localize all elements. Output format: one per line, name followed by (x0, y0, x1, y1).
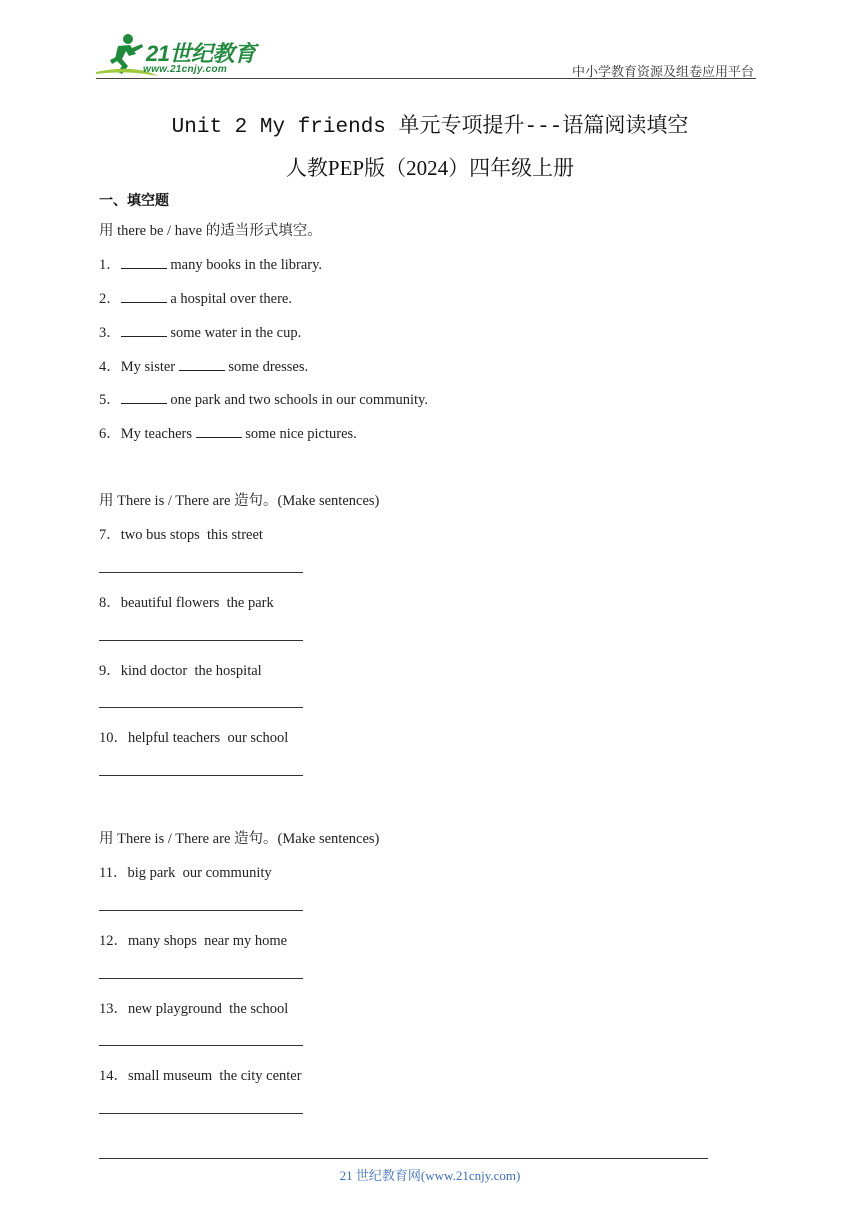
question-10 (99, 726, 288, 747)
question-prompt: big park our community (127, 865, 272, 881)
question-prompt: small museum the city center (128, 1068, 302, 1084)
answer-blank[interactable] (179, 358, 225, 371)
header-platform-text: 中小学教育资源及组卷应用平台 (571, 64, 754, 79)
question-text-before: My teachers (120, 426, 196, 442)
question-text-before: My sister (120, 359, 179, 375)
question-3 (99, 321, 301, 342)
answer-blank[interactable] (121, 391, 167, 404)
part2-instruction: 用 There is / There are 造句。(Make sentences) (99, 493, 380, 509)
question-2 (99, 287, 292, 308)
question-number: 6． (99, 426, 121, 442)
question-7 (99, 523, 263, 544)
question-number: 14． (99, 1068, 128, 1084)
question-text-after: some water in the cup. (166, 325, 302, 341)
question-number: 1． (99, 257, 121, 273)
answer-line[interactable] (99, 978, 303, 979)
answer-blank[interactable] (121, 324, 167, 337)
answer-blank[interactable] (121, 256, 167, 269)
question-prompt: beautiful flowers the park (120, 595, 274, 611)
answer-line[interactable] (99, 910, 303, 911)
question-number: 12． (99, 933, 128, 949)
question-number: 10． (99, 730, 128, 746)
question-text-after: a hospital over there. (166, 291, 292, 307)
question-number: 7． (99, 527, 121, 543)
question-number: 4． (99, 359, 121, 375)
question-prompt: kind doctor the hospital (120, 663, 262, 679)
question-text-after: one park and two schools in our community. (166, 392, 428, 408)
document-title: Unit 2 My friends 单元专项提升---语篇阅读填空 (171, 116, 689, 139)
question-prompt: helpful teachers our school (128, 730, 289, 746)
answer-blank[interactable] (121, 290, 167, 303)
answer-line[interactable] (99, 572, 303, 573)
answer-line[interactable] (99, 775, 303, 776)
answer-blank[interactable] (196, 425, 242, 438)
question-11 (99, 861, 272, 882)
question-9 (99, 659, 262, 680)
question-13 (99, 997, 288, 1018)
logo-text: 21世纪教育 (146, 41, 256, 66)
footer-link[interactable]: 21 世纪教育网(www.21cnjy.com) (339, 1168, 521, 1183)
question-12 (99, 929, 287, 950)
logo-url: www.21cnjy.com (143, 64, 228, 75)
question-number: 8． (99, 595, 121, 611)
question-number: 9． (99, 663, 121, 679)
question-prompt: new playground the school (128, 1001, 289, 1017)
question-prompt: two bus stops this street (120, 527, 263, 543)
question-number: 3． (99, 325, 121, 341)
question-8 (99, 591, 274, 612)
question-text-after: some nice pictures. (241, 426, 357, 442)
question-number: 13． (99, 1001, 128, 1017)
question-text-after: many books in the library. (166, 257, 323, 273)
answer-line[interactable] (99, 640, 303, 641)
question-6 (99, 422, 357, 443)
question-prompt: many shops near my home (128, 933, 288, 949)
section-heading: 一、填空题 (99, 193, 169, 209)
question-5 (99, 388, 428, 409)
part1-instruction: 用 there be / have 的适当形式填空。 (99, 223, 322, 239)
answer-line[interactable] (99, 1045, 303, 1046)
question-14 (99, 1064, 302, 1085)
header-divider (96, 78, 756, 79)
answer-line[interactable] (99, 707, 303, 708)
question-text-after: some dresses. (224, 359, 309, 375)
question-number: 5． (99, 392, 121, 408)
document-subtitle: 人教PEP版（2024）四年级上册 (285, 156, 575, 180)
question-number: 11． (99, 865, 128, 881)
footer-divider (99, 1158, 708, 1159)
question-number: 2． (99, 291, 121, 307)
answer-line[interactable] (99, 1113, 303, 1114)
part3-instruction: 用 There is / There are 造句。(Make sentences) (99, 831, 380, 847)
question-1 (99, 253, 322, 274)
question-4 (99, 355, 308, 376)
